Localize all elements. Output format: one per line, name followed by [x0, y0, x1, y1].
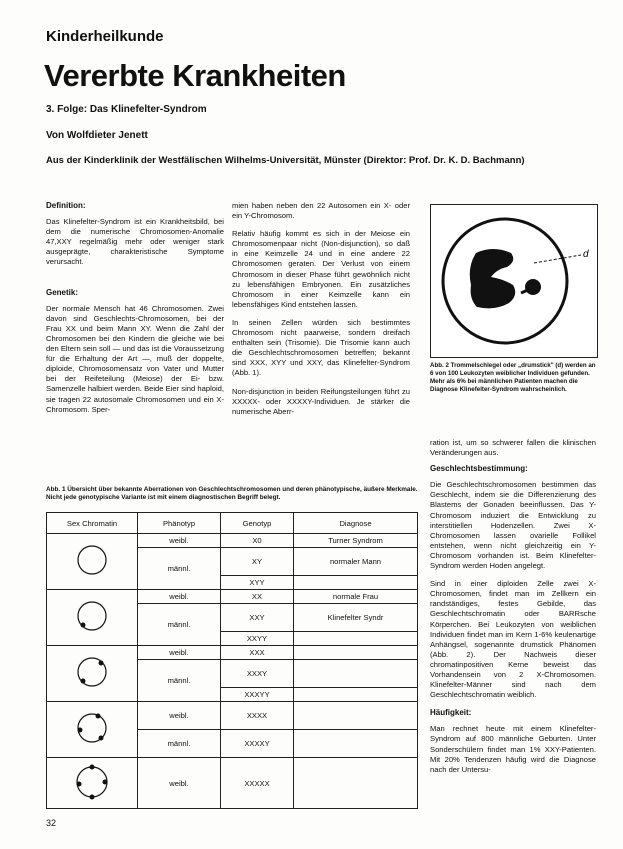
phenotype-cell: männl. [138, 604, 221, 646]
heading-haeufigkeit: Häufigkeit: [430, 708, 472, 718]
affiliation-line: Aus der Kinderklinik der Westfälischen Wilhelms-Universität, Münster (Direktor: Prof. Dr. K. D. Bachmann) [46, 155, 525, 166]
phenotype-cell: weibl. [138, 645, 221, 659]
drumstick-label: d [583, 249, 589, 260]
genotype-cell: XXYY [221, 631, 294, 645]
text-column-1 [46, 201, 224, 415]
sex-chromatin-cell [47, 534, 138, 590]
phenotype-cell: männl. [138, 660, 221, 702]
paragraph: ration ist, um so schwerer fallen die klinischen Veränderungen aus. [430, 438, 596, 458]
table-row [47, 534, 418, 548]
heading-definition: Definition: [46, 201, 86, 210]
diagnosis-cell [294, 631, 418, 645]
paragraph: Das Klinefelter-Syndrom ist ein Krankheitsbild, bei dem die numerische Chromosomen-Anomalie 47,XXY regelmäßig mehr oder weniger stark ausgeprägte, charakteristische Symptome verursacht. [46, 217, 224, 267]
table-row [47, 645, 418, 659]
paragraph: Man rechnet heute mit einem Klinefelter-Syndrom auf 800 männliche Geburten. Unter Sonderschülern findet man 1% XXY-Patienten. Mit 20% Tendenzen häufig wird die Diagnose nach der Untersu- [430, 724, 596, 774]
series-subtitle: 3. Folge: Das Klinefelter-Syndrom [46, 104, 207, 115]
col-header-sex-chromatin: Sex Chromatin [47, 513, 138, 534]
paragraph: Sind in einer diploiden Zelle zwei X-Chromosomen, findet man im Zellkern ein randständiges, festes Gebilde, das Geschlechtschromatin oder BARRsche Körperchen. Bei Leukozyten von weiblichen Individuen findet man im Kern 1-6% keulenartige Anhängsel, sogenannte drumstick Phänomen (Abb. 2). Der Nachweis dieser chromatinpositiven Kerne beweist das Vorhandensein von 2 X-Chromosomen. Klinefelter-Männer sind nach dem Geschlechtschromatin weiblich. [430, 579, 596, 700]
diagnosis-cell: Klinefelter Syndr [294, 604, 418, 631]
micrograph-svg [431, 205, 597, 357]
sex-chromatin-cell [47, 758, 138, 809]
diagnosis-cell [294, 729, 418, 757]
drumstick-body [525, 279, 541, 295]
diagnosis-cell [294, 701, 418, 729]
genotype-cell: XYY [221, 575, 294, 589]
diagnosis-cell [294, 645, 418, 659]
diagnosis-cell [294, 758, 418, 809]
table-row [47, 589, 418, 603]
text-column-3 [430, 438, 596, 775]
col-header-diagnose: Diagnose [294, 513, 418, 534]
phenotype-cell: weibl. [138, 701, 221, 729]
table-row [47, 701, 418, 729]
diagnosis-cell: Turner Syndrom [294, 534, 418, 548]
diagnosis-cell [294, 687, 418, 701]
phenotype-cell: männl. [138, 729, 221, 757]
heading-geschlechtsbestimmung: Geschlechtsbestimmung: [430, 464, 528, 474]
col-header-phaenotyp: Phänotyp [138, 513, 221, 534]
genotype-cell: XXXXX [221, 758, 294, 809]
diagnosis-cell [294, 660, 418, 687]
genotype-cell: XXX [221, 645, 294, 659]
diagnosis-cell [294, 575, 418, 589]
diagnosis-cell: normale Frau [294, 589, 418, 603]
genotype-cell: XXXX [221, 701, 294, 729]
genotype-cell: XXXYY [221, 687, 294, 701]
table-caption: Abb. 1 Übersicht über bekannte Aberrationen von Geschlechtschromosomen und deren phänotypische, äußere Merkmale. Nicht jede genotypische Variante ist mit einem diagnostischen Begriff belegt. [46, 486, 418, 502]
chromosome-table [46, 512, 418, 809]
drumstick-micrograph [430, 204, 598, 358]
sex-chromatin-cell [47, 645, 138, 701]
phenotype-cell: weibl. [138, 758, 221, 809]
section-kicker: Kinderheilkunde [46, 28, 164, 45]
paragraph: Non-disjunction in beiden Reifungsteilungen führt zu XXXXX- oder XXXXY-Individuen. Je stärker die numerische Aberr- [232, 386, 410, 416]
phenotype-cell: weibl. [138, 534, 221, 548]
genotype-cell: XY [221, 548, 294, 575]
sex-chromatin-cell [47, 701, 138, 757]
table-row [47, 758, 418, 809]
phenotype-cell: männl. [138, 548, 221, 590]
table-header-row [47, 513, 418, 534]
genotype-cell: XXXY [221, 660, 294, 687]
paragraph: Relativ häufig kommt es sich in der Meiose ein Chromosomenpaar nicht (Non-disjunction), so daß in eine Keimzelle 24 und in eine andere 22 Chromosomen geraten. Der Verlust von einem Chromosom in dieser Phase führt gewöhnlich nicht zu lebensfähigen Embryonen. Ein zusätzliches Chromosom in einer Keimzelle kann ein lebensfähiges Kind entstehen lassen. [232, 229, 410, 309]
paragraph: In seinen Zellen würden sich bestimmtes Chromosom nicht paarweise, sondern dreifach enthalten sein (Trisomie). Die Trisomie kann auch die Geschlechtschromosomen betreffen; bekannt sind XXX, XYY und XXY, das Klinefelter-Syndrom (Abb. 1). [232, 317, 410, 378]
author-line: Von Wolfdieter Jenett [46, 130, 148, 141]
text-column-2 [232, 201, 410, 417]
sex-chromatin-cell [47, 589, 138, 645]
heading-genetik: Genetik: [46, 287, 79, 297]
paragraph: Die Geschlechtschromosomen bestimmen das Geschlecht, indem sie die Differenzierung des Blastems der Gonaden beeinflussen. Das Y-Chromosom induziert die Entwicklung zu interstitiellen Hodenzellen. Zwei X-Chromosomen lassen ovarielle Follikel entstehen, wenn nicht gleichzeitig ein Y-Chromosom vorhanden ist. Beim Klinefelter-Syndrom werden Hoden angelegt. [430, 480, 596, 571]
page-number: 32 [46, 818, 57, 828]
diagnosis-cell: normaler Mann [294, 548, 418, 575]
article-title: Vererbte Krankheiten [44, 58, 346, 93]
figure-2-caption: Abb. 2 Trommelschlegel oder „drumstick" (d) werden an 6 von 100 Leukozyten weiblicher Individuen gefunden. Mehr als 6% bei männlichen Patienten machen die Diagnose Klinefelter-Syndrom wahrscheinlich. [430, 362, 596, 393]
paragraph: Der normale Mensch hat 46 Chromosomen. Zwei davon sind Geschlechts-Chromosomen, bei der Frau XX und beim Mann XY. Wenn die Zahl der Chromosomen bei den Kindern die gleiche wie bei den Eltern sein soll — und das ist die Voraussetzung für die Erhaltung der Art —, muß der doppelte, diploide, Chromosomensatz von Vater und Mutter bei der Reifeteilung (Meiose) der Ei- bzw. Samenzelle halbiert werden. Beide Eier sind haploid, sie tragen 22 autosomale Chromosomen und ein X-Chromosom. Sper- [46, 303, 224, 414]
genotype-cell: X0 [221, 534, 294, 548]
col-header-genotyp: Genotyp [221, 513, 294, 534]
paragraph: mien haben neben den 22 Autosomen ein X- oder ein Y-Chromosom. [232, 201, 410, 221]
phenotype-cell: weibl. [138, 589, 221, 603]
genotype-cell: XX [221, 589, 294, 603]
genotype-cell: XXY [221, 604, 294, 631]
genotype-cell: XXXXY [221, 729, 294, 757]
